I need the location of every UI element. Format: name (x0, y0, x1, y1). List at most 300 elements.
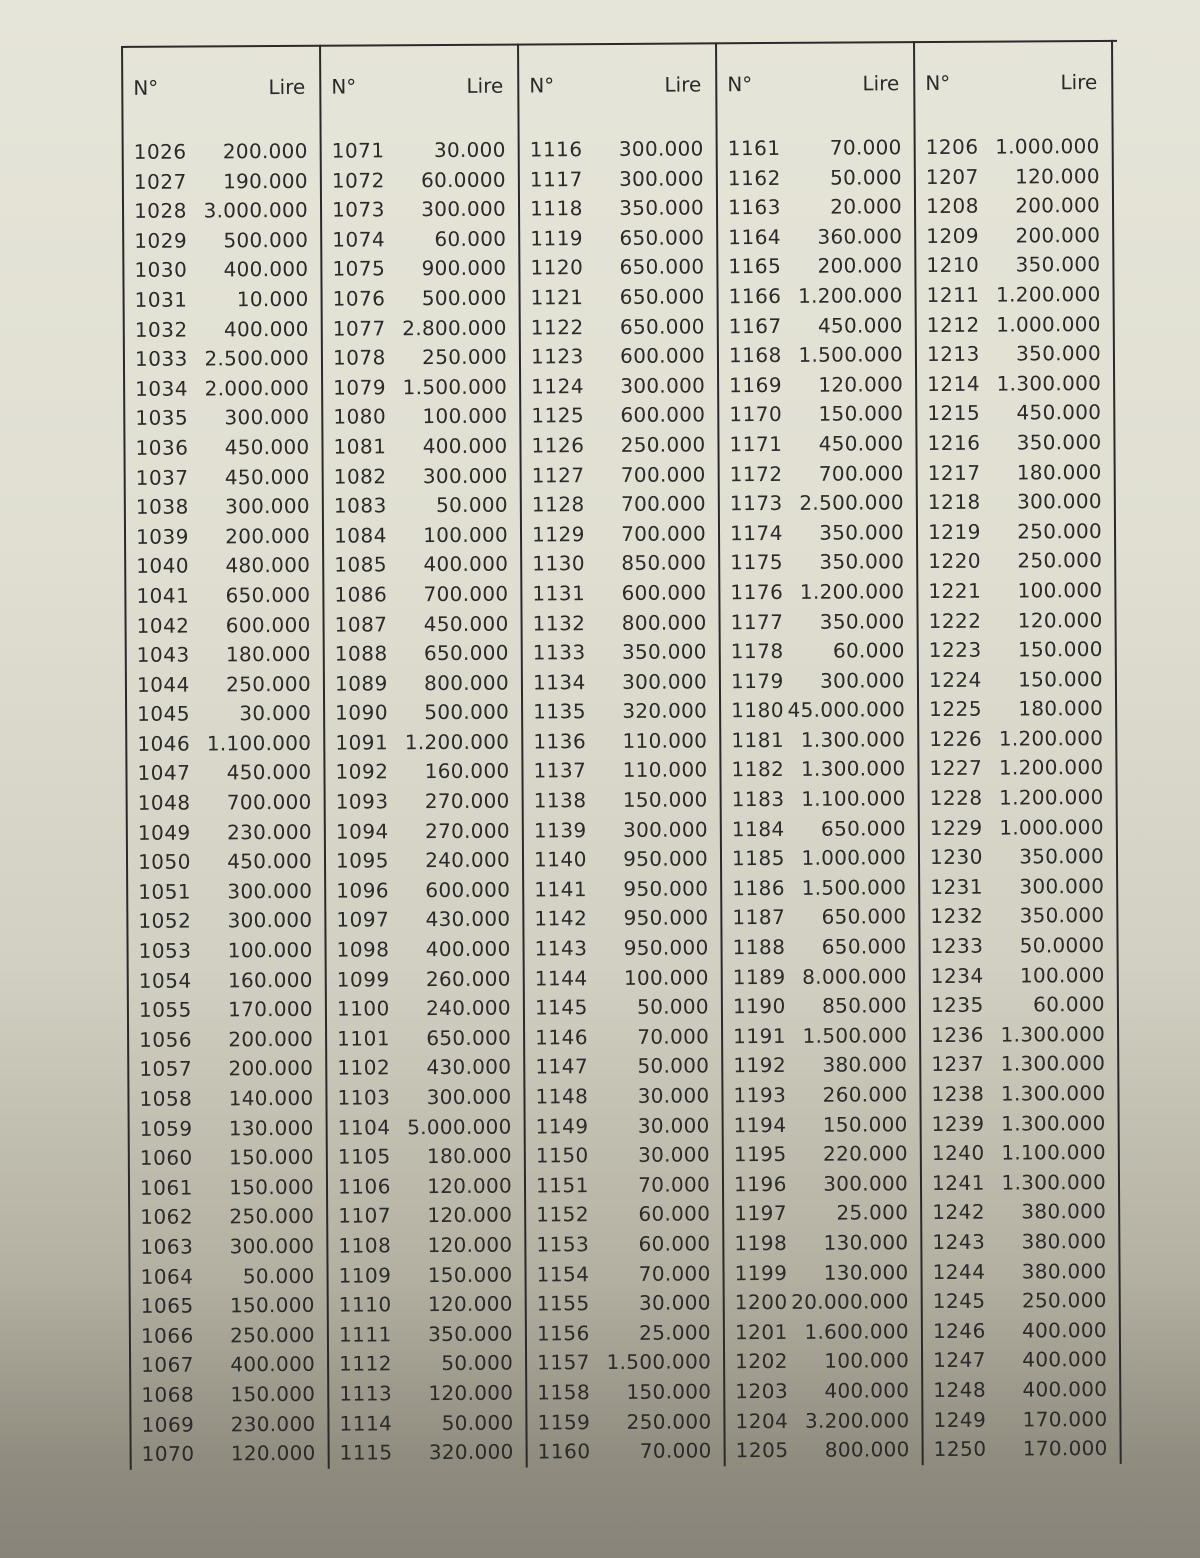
entry-number: 1131 (532, 581, 586, 606)
entry-amount: 250.000 (229, 1204, 315, 1229)
entry-number: 1235 (930, 992, 984, 1018)
entry-amount: 70.000 (639, 1438, 712, 1463)
entry-amount: 600.000 (620, 343, 706, 369)
entry-number: 1166 (728, 283, 782, 309)
table-row (532, 460, 706, 491)
table-row (337, 1053, 511, 1084)
entry-amount: 200.000 (222, 138, 308, 164)
entry-amount: 450.000 (817, 312, 903, 338)
entry-amount: 60.000 (434, 226, 507, 251)
entry-amount: 400.000 (223, 257, 309, 282)
table-row (530, 253, 704, 284)
entry-amount: 600.000 (621, 580, 707, 605)
entry-number: 1188 (732, 934, 786, 960)
table-row (134, 166, 308, 197)
table-row (734, 1258, 908, 1289)
entry-number: 1054 (138, 968, 192, 993)
entry-number: 1174 (729, 520, 784, 545)
entry-number: 1074 (332, 227, 386, 252)
entry-amount: 180.000 (1018, 696, 1104, 721)
entry-number: 1027 (133, 169, 187, 194)
entry-number: 1241 (931, 1170, 985, 1195)
entry-amount: 270.000 (424, 788, 510, 814)
table-row (137, 758, 311, 789)
entry-amount: 150.000 (229, 1292, 315, 1318)
table-row (135, 403, 309, 434)
column-rows (926, 132, 1108, 1465)
entry-amount: 260.000 (822, 1082, 908, 1107)
table-row (138, 936, 312, 967)
entry-amount: 1.200.000 (995, 281, 1101, 307)
table-row (930, 872, 1104, 903)
table-row (135, 374, 309, 405)
entry-number: 1140 (533, 847, 587, 872)
table-row (732, 903, 906, 934)
entry-amount: 100.000 (623, 965, 709, 990)
table-row (537, 1289, 711, 1320)
entry-number: 1150 (535, 1143, 589, 1168)
table-row (731, 725, 905, 756)
entry-number: 1161 (727, 135, 781, 161)
table-row (932, 1227, 1106, 1258)
table-row (335, 727, 509, 758)
entry-number: 1089 (334, 671, 388, 696)
entry-amount: 650.000 (225, 582, 311, 608)
entry-number: 1136 (533, 729, 587, 754)
entry-number: 1093 (335, 789, 389, 814)
table-row (929, 694, 1103, 725)
table-row (537, 1407, 711, 1438)
entry-number: 1187 (732, 905, 786, 930)
table-column-4 (715, 41, 922, 1466)
entry-amount: 200.000 (817, 253, 903, 279)
table-row (931, 990, 1105, 1021)
entry-amount: 300.000 (820, 667, 905, 693)
entry-amount: 1.500.000 (402, 374, 508, 399)
entry-number: 1049 (137, 820, 191, 845)
entry-number: 1236 (931, 1022, 985, 1047)
entry-amount: 2.000.000 (204, 375, 310, 401)
entry-amount: 110.000 (622, 757, 708, 783)
table-row (335, 757, 509, 788)
entry-amount: 1.500.000 (606, 1349, 712, 1375)
entry-number: 1137 (533, 758, 587, 783)
entry-number: 1209 (926, 223, 980, 248)
table-row (730, 488, 904, 519)
table-row (536, 1141, 710, 1172)
entry-number: 1192 (733, 1053, 787, 1078)
entry-amount: 30.000 (637, 1083, 710, 1108)
entry-number: 1215 (927, 401, 981, 426)
entry-amount: 30.000 (433, 137, 506, 163)
table-row (934, 1434, 1108, 1465)
lire-table (115, 34, 1120, 1466)
entry-amount: 380.000 (1021, 1199, 1107, 1224)
table-row (332, 136, 506, 167)
entry-amount: 100.000 (423, 522, 509, 547)
table-row (734, 1110, 908, 1141)
entry-number: 1096 (336, 878, 390, 903)
entry-number: 1248 (933, 1377, 987, 1402)
entry-number: 1155 (536, 1291, 590, 1316)
entry-amount: 1.300.000 (1000, 1080, 1106, 1106)
entry-amount: 1.000.000 (995, 133, 1100, 159)
entry-number: 1125 (531, 403, 585, 428)
table-row (333, 402, 507, 433)
entry-number: 1210 (926, 253, 980, 278)
table-row (531, 312, 705, 343)
entry-amount: 300.000 (421, 196, 507, 222)
column-rows (728, 133, 910, 1466)
entry-amount: 400.000 (1022, 1317, 1107, 1343)
entry-number: 1200 (734, 1290, 788, 1315)
entry-number: 1148 (535, 1084, 589, 1109)
table-row (134, 196, 308, 227)
entry-number: 1222 (928, 608, 982, 633)
entry-amount: 350.000 (619, 195, 705, 221)
table-row (730, 577, 904, 608)
table-row (931, 1020, 1105, 1051)
entry-amount: 20.000 (830, 194, 903, 219)
entry-number: 1086 (334, 582, 388, 607)
entry-number: 1133 (532, 640, 586, 665)
table-row (336, 935, 510, 966)
entry-amount: 250.000 (620, 432, 706, 457)
entry-number: 1213 (926, 341, 980, 367)
entry-amount: 800.000 (424, 670, 510, 695)
table-row (929, 724, 1103, 755)
table-row (530, 282, 704, 313)
table-row (335, 668, 509, 699)
entry-number: 1231 (930, 874, 984, 899)
entry-number: 1184 (731, 816, 785, 841)
table-row (931, 1049, 1105, 1080)
entry-number: 1055 (138, 997, 192, 1023)
entry-number: 1244 (932, 1259, 986, 1284)
entry-amount: 25.000 (836, 1200, 909, 1225)
entry-number: 1172 (729, 461, 783, 486)
table-row (926, 221, 1100, 252)
entry-amount: 1.300.000 (800, 727, 906, 752)
entry-amount: 200.000 (225, 523, 311, 549)
entry-amount: 400.000 (423, 551, 509, 577)
entry-amount: 200.000 (228, 1056, 314, 1081)
entry-amount: 30.000 (637, 1112, 710, 1138)
entry-number: 1042 (136, 613, 190, 638)
entry-amount: 350.000 (1016, 429, 1102, 455)
entry-amount: 300.000 (227, 908, 313, 933)
entry-number: 1153 (536, 1232, 590, 1257)
entry-amount: 120.000 (818, 371, 904, 397)
entry-amount: 50.000 (441, 1350, 514, 1376)
table-row (530, 164, 704, 195)
entry-number: 1056 (139, 1027, 193, 1052)
entry-number: 1076 (332, 286, 386, 311)
entry-amount: 60.000 (638, 1231, 711, 1256)
entry-number: 1069 (141, 1412, 195, 1437)
entry-number: 1160 (537, 1439, 591, 1464)
entry-number: 1120 (530, 255, 584, 280)
entry-number: 1082 (333, 463, 387, 489)
entry-amount: 300.000 (1016, 489, 1102, 514)
entry-number: 1146 (535, 1024, 589, 1050)
table-row (729, 340, 903, 371)
table-row (730, 548, 904, 579)
entry-amount: 50.000 (637, 1053, 710, 1079)
entry-number: 1224 (928, 667, 982, 692)
column-header (331, 72, 503, 101)
entry-amount: 900.000 (421, 255, 507, 281)
entry-amount: 650.000 (619, 284, 705, 309)
entry-number: 1062 (140, 1204, 194, 1230)
entry-amount: 700.000 (226, 789, 312, 815)
entry-amount: 350.000 (1019, 903, 1105, 928)
entry-amount: 380.000 (1021, 1228, 1107, 1254)
entry-amount: 250.000 (1017, 548, 1103, 573)
table-row (534, 815, 708, 846)
entry-number: 1169 (729, 372, 783, 398)
entry-amount: 350.000 (428, 1321, 513, 1346)
entry-amount: 450.000 (224, 464, 310, 489)
table-row (337, 1083, 511, 1114)
column-rows (332, 136, 514, 1469)
table-row (931, 1079, 1105, 1110)
entry-number: 1177 (730, 609, 784, 634)
table-row (929, 635, 1103, 666)
table-row (734, 1169, 908, 1200)
entry-amount: 180.000 (225, 641, 311, 667)
table-row (338, 1171, 512, 1202)
table-row (332, 224, 506, 255)
table-row (339, 1290, 513, 1321)
entry-amount: 150.000 (818, 401, 904, 427)
entry-amount: 350.000 (819, 519, 905, 545)
entry-number: 1147 (535, 1054, 589, 1079)
entry-number: 1090 (335, 700, 389, 725)
table-row (732, 873, 906, 904)
entry-amount: 300.000 (618, 136, 704, 161)
entry-amount: 100.000 (824, 1348, 910, 1374)
entry-amount: 650.000 (423, 640, 509, 666)
entry-amount: 350.000 (819, 608, 905, 634)
entry-number: 1099 (336, 966, 390, 992)
table-row (534, 845, 708, 876)
table-row (730, 518, 904, 549)
entry-amount: 350.000 (1015, 252, 1101, 277)
table-row (926, 280, 1100, 311)
entry-number: 1225 (929, 696, 983, 722)
entry-amount: 180.000 (426, 1143, 512, 1169)
table-row (734, 1228, 908, 1259)
entry-number: 1094 (335, 818, 389, 844)
entry-number: 1204 (735, 1408, 789, 1433)
entry-number: 1233 (930, 933, 984, 959)
entry-amount: 1.200.000 (404, 729, 510, 755)
table-row (927, 428, 1101, 459)
entry-amount: 1.300.000 (1000, 1021, 1106, 1047)
table-row (930, 901, 1104, 932)
entry-number: 1194 (733, 1112, 787, 1137)
entry-number: 1154 (536, 1261, 590, 1287)
table-row (136, 610, 310, 641)
entry-number: 1048 (137, 790, 191, 815)
entry-amount: 450.000 (818, 431, 904, 456)
table-row (332, 284, 506, 315)
entry-number: 1159 (537, 1409, 591, 1434)
table-row (339, 1408, 513, 1439)
entry-amount: 430.000 (425, 907, 511, 932)
table-row (338, 1231, 512, 1262)
entry-amount: 200.000 (1015, 222, 1101, 248)
entry-amount: 50.000 (441, 1410, 514, 1435)
table-row (137, 729, 311, 760)
table-row (138, 817, 312, 848)
entry-amount: 160.000 (424, 759, 510, 784)
entry-number: 1165 (728, 254, 782, 279)
table-row (338, 1112, 512, 1143)
entry-number: 1095 (335, 848, 389, 873)
table-row (734, 1139, 908, 1170)
entry-amount: 100.000 (1017, 577, 1103, 603)
entry-amount: 1.200.000 (998, 755, 1104, 781)
table-row (536, 1111, 710, 1142)
entry-number: 1051 (138, 879, 192, 904)
entry-amount: 70.000 (638, 1172, 711, 1197)
entry-number: 1121 (530, 285, 584, 310)
table-row (336, 816, 510, 847)
entry-number: 1046 (137, 731, 191, 756)
entry-number: 1050 (137, 849, 192, 875)
entry-amount: 650.000 (619, 225, 705, 250)
table-row (134, 255, 308, 286)
table-row (733, 991, 907, 1022)
entry-number: 1128 (531, 492, 585, 517)
entry-amount: 950.000 (623, 846, 709, 872)
table-row (926, 250, 1100, 281)
entry-number: 1126 (531, 433, 585, 458)
entry-number: 1246 (932, 1318, 986, 1343)
column-header (727, 69, 899, 98)
entry-number: 1230 (929, 844, 983, 870)
entry-amount: 300.000 (823, 1170, 909, 1196)
entry-amount: 200.000 (228, 1026, 314, 1052)
entry-amount: 1.200.000 (799, 579, 905, 604)
table-row (141, 1321, 315, 1352)
entry-number: 1037 (135, 465, 189, 490)
entry-amount: 110.000 (622, 728, 708, 753)
entry-amount: 650.000 (619, 313, 705, 339)
entry-number: 1078 (332, 345, 386, 370)
entry-amount: 1.600.000 (804, 1318, 909, 1344)
entry-amount: 300.000 (224, 405, 310, 430)
entry-number: 1060 (139, 1145, 193, 1171)
entry-number: 1123 (530, 344, 584, 369)
entry-number: 1119 (530, 225, 584, 251)
entry-number: 1134 (532, 669, 586, 695)
column-rows (530, 134, 712, 1467)
entry-amount: 130.000 (823, 1230, 909, 1255)
entry-number: 1202 (735, 1349, 789, 1374)
entry-amount: 250.000 (626, 1408, 712, 1434)
entry-amount: 430.000 (426, 1055, 512, 1080)
header-number-label: N° (529, 73, 555, 98)
table-row (933, 1404, 1107, 1435)
table-row (336, 905, 510, 936)
entry-amount: 350.000 (819, 549, 905, 575)
table-row (334, 520, 508, 551)
entry-amount: 1.300.000 (1001, 1169, 1107, 1195)
entry-amount: 300.000 (622, 669, 708, 694)
table-row (731, 695, 905, 726)
entry-number: 1186 (732, 875, 786, 901)
entry-amount: 230.000 (230, 1411, 316, 1436)
table-row (732, 814, 906, 845)
entry-amount: 160.000 (227, 967, 313, 992)
table-row (532, 549, 706, 580)
entry-amount: 650.000 (821, 934, 907, 959)
entry-amount: 120.000 (427, 1291, 513, 1317)
table-row (732, 843, 906, 874)
entry-number: 1064 (140, 1264, 194, 1289)
entry-number: 1114 (339, 1410, 393, 1436)
entry-number: 1091 (335, 730, 389, 755)
entry-number: 1152 (536, 1202, 590, 1227)
entry-amount: 150.000 (427, 1262, 513, 1287)
entry-number: 1218 (927, 489, 981, 515)
table-row (930, 783, 1104, 814)
table-row (134, 226, 308, 257)
table-row (730, 607, 904, 638)
entry-amount: 1.100.000 (1001, 1140, 1106, 1165)
table-row (141, 1409, 315, 1440)
table-row (728, 252, 902, 283)
entry-number: 1238 (931, 1081, 985, 1107)
entry-amount: 500.000 (223, 227, 309, 253)
entry-number: 1163 (727, 195, 782, 220)
entry-number: 1151 (535, 1172, 589, 1198)
table-row (138, 877, 312, 908)
table-row (733, 1021, 907, 1052)
header-number-label: N° (331, 74, 357, 99)
entry-amount: 1.300.000 (800, 756, 906, 782)
entry-number: 1073 (331, 197, 386, 222)
table-row (927, 398, 1101, 429)
entry-number: 1045 (137, 701, 191, 727)
table-row (138, 788, 312, 819)
entry-number: 1206 (925, 134, 979, 160)
entry-amount: 300.000 (224, 493, 310, 519)
entry-amount: 1.000.000 (996, 311, 1101, 337)
entry-number: 1109 (338, 1262, 392, 1288)
table-row (140, 1143, 314, 1174)
entry-amount: 60.000 (638, 1201, 711, 1227)
entry-number: 1118 (529, 196, 584, 221)
table-row (731, 755, 905, 786)
entry-number: 1106 (337, 1174, 391, 1199)
table-row (136, 492, 310, 523)
entry-amount: 120.000 (1014, 163, 1100, 189)
entry-number: 1195 (733, 1142, 787, 1167)
document-page (115, 34, 1129, 1470)
entry-amount: 300.000 (618, 165, 704, 191)
entry-amount: 1.100.000 (801, 786, 906, 811)
table-row (137, 699, 311, 730)
table-row (337, 1023, 511, 1054)
table-row (732, 932, 906, 963)
entry-amount: 45.000.000 (787, 697, 906, 723)
table-row (535, 1081, 709, 1112)
entry-amount: 400.000 (230, 1352, 316, 1377)
